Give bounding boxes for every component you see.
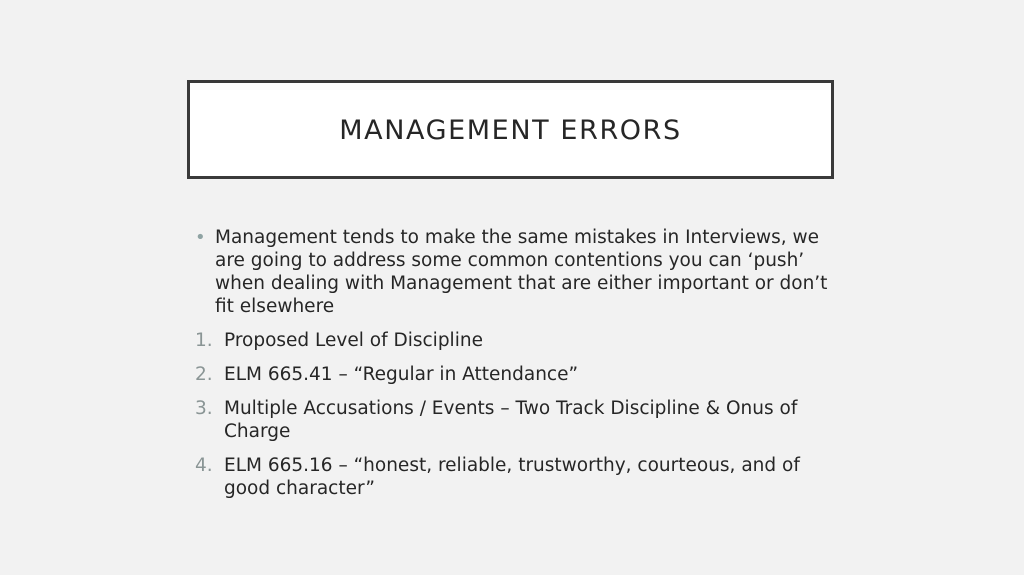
intro-text: Management tends to make the same mistakes in Interviews, we are going to address some common contentions you can ‘push’ when dealing with Management that are either important or don’t fit elsewhere bbox=[215, 227, 828, 317]
slide-content bbox=[195, 226, 845, 511]
list-item-text: Proposed Level of Discipline bbox=[224, 330, 483, 351]
bullet-icon: • bbox=[195, 227, 206, 248]
list-item-text: ELM 665.41 – “Regular in Attendance” bbox=[224, 364, 579, 385]
list-number: 2. bbox=[195, 364, 213, 385]
list-number: 3. bbox=[195, 398, 213, 419]
list-number: 1. bbox=[195, 330, 213, 351]
list-item bbox=[195, 329, 845, 352]
list-item bbox=[195, 363, 845, 386]
list-item bbox=[195, 454, 845, 500]
list-item bbox=[195, 397, 845, 443]
list-item-text: Multiple Accusations / Events – Two Track Discipline & Onus of Charge bbox=[224, 398, 798, 442]
slide-title: MANAGEMENT ERRORS bbox=[339, 114, 682, 146]
intro-bullet bbox=[195, 226, 845, 318]
list-item-text: ELM 665.16 – “honest, reliable, trustworthy, courteous, and of good character” bbox=[224, 455, 800, 499]
title-box bbox=[187, 80, 834, 179]
list-number: 4. bbox=[195, 455, 213, 476]
